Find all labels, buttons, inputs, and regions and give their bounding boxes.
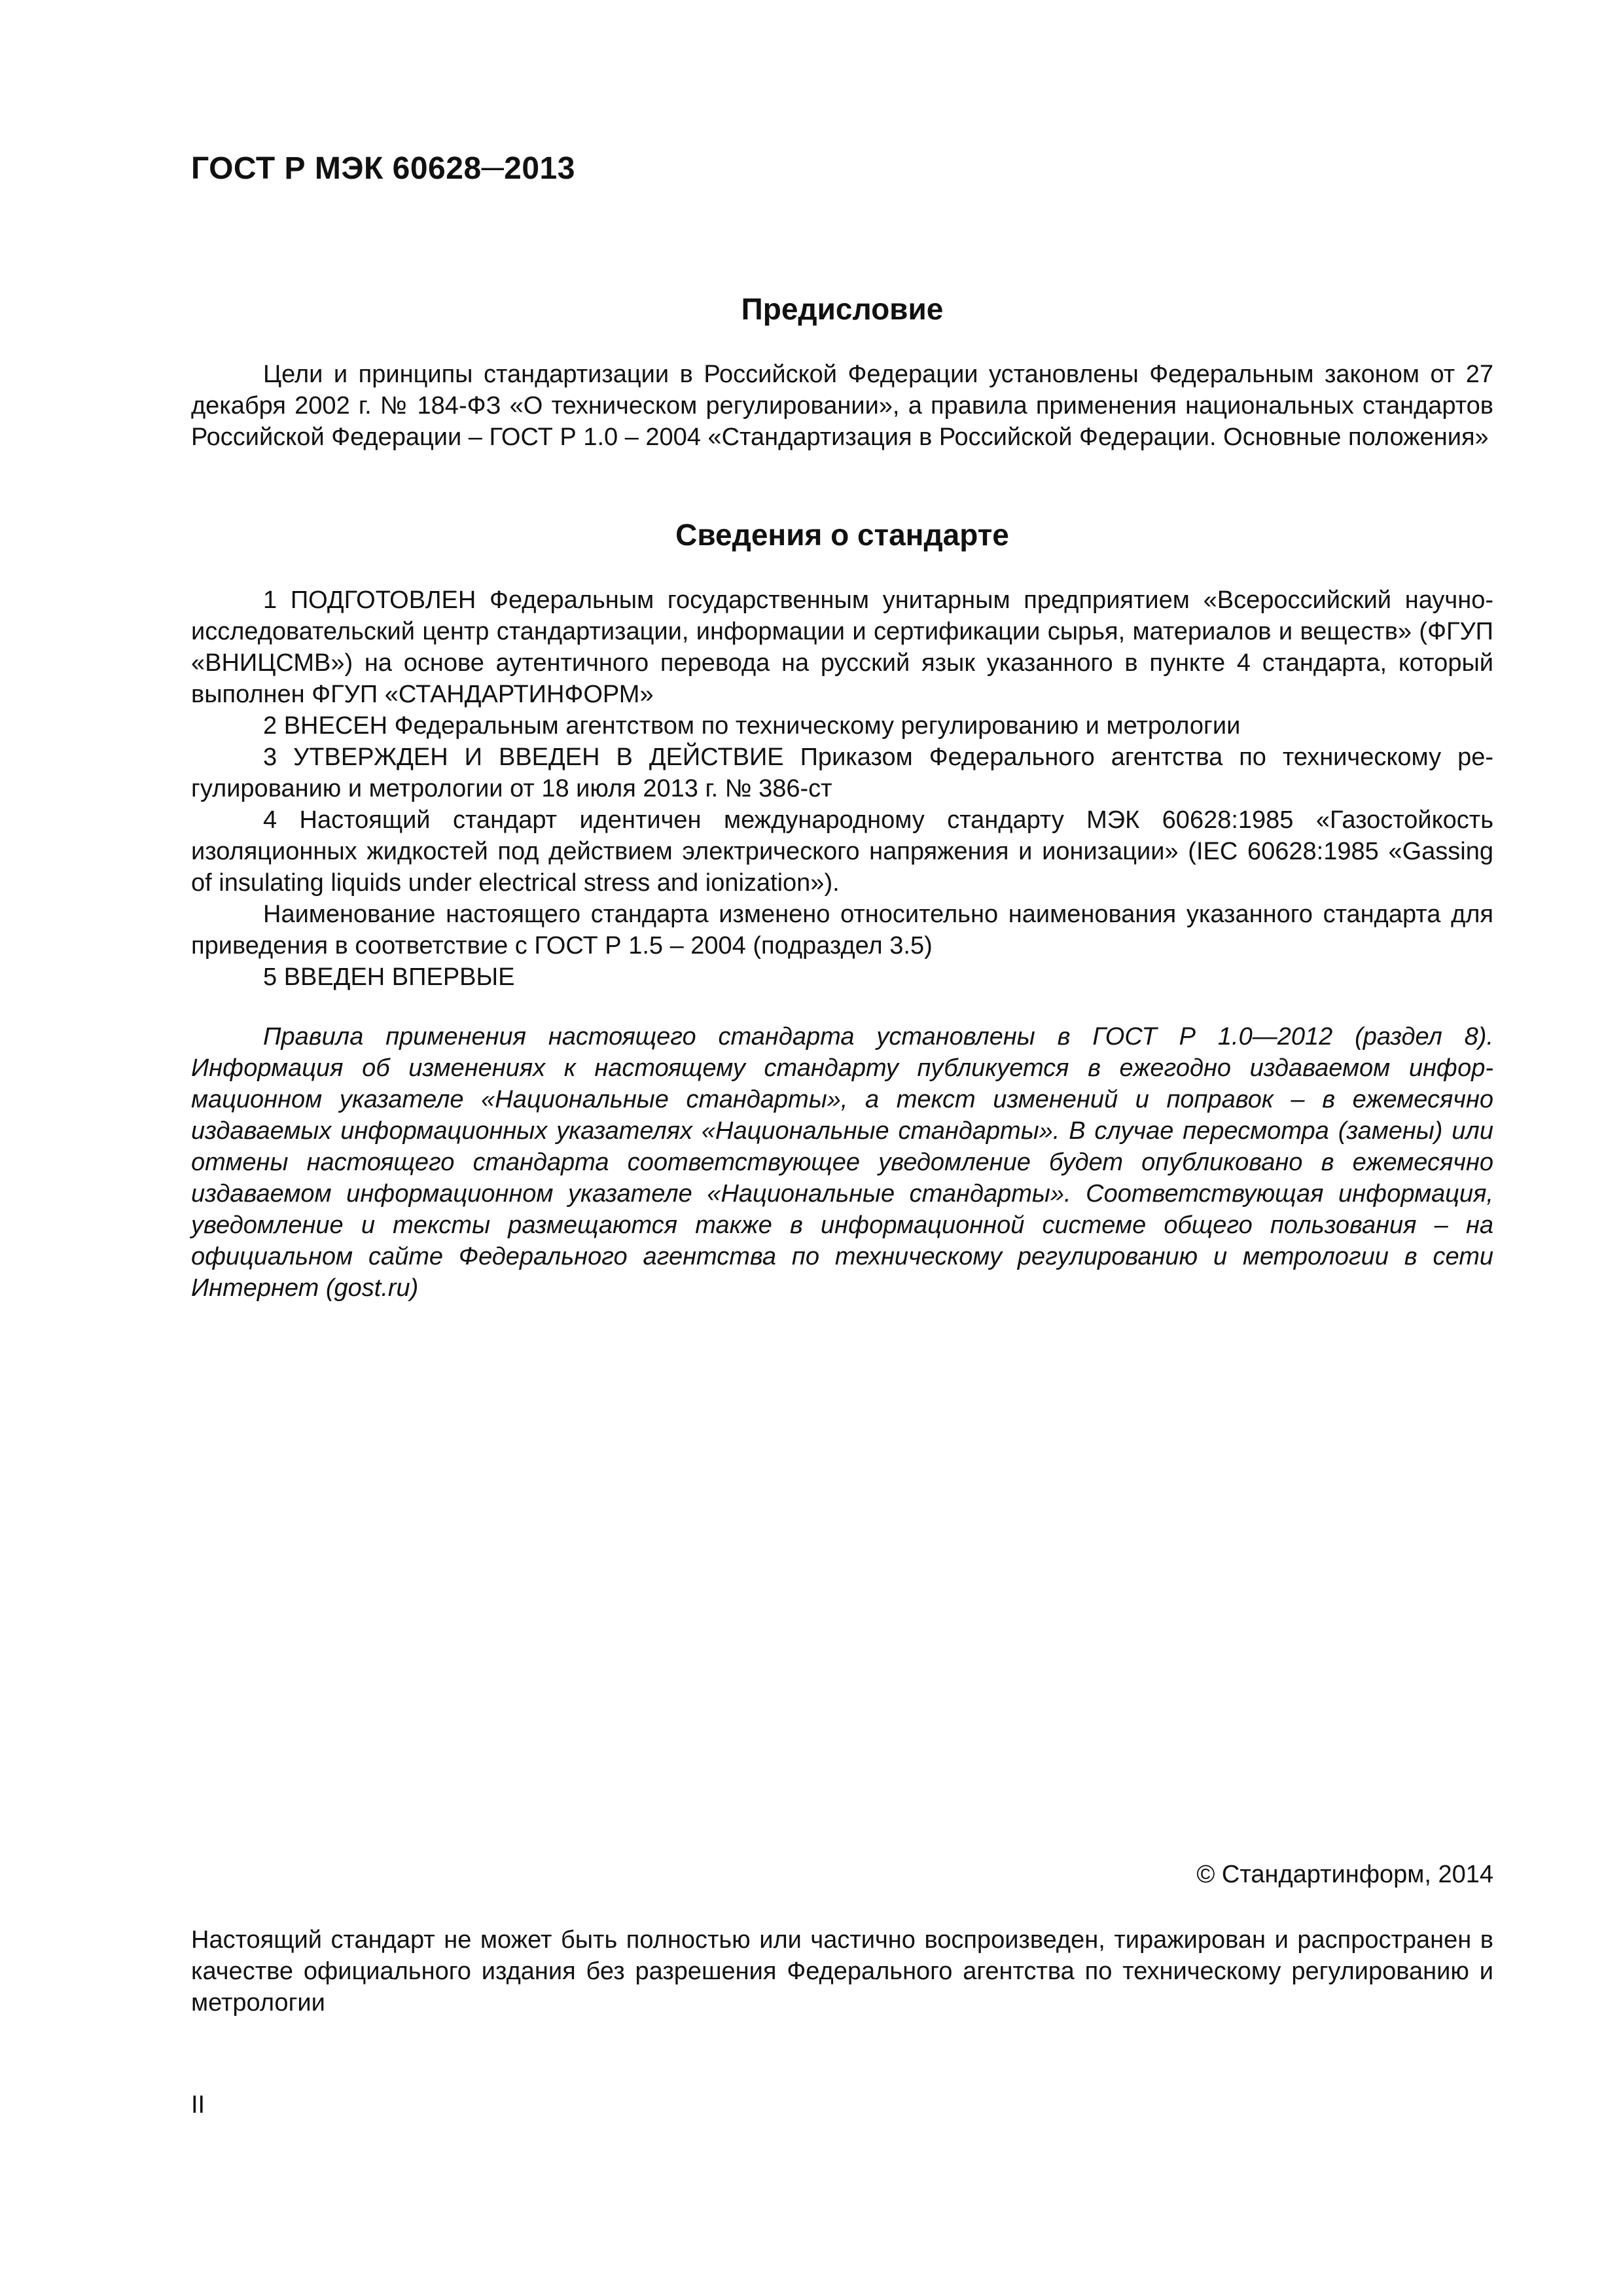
foreword-title: Предисловие	[741, 292, 944, 326]
standard-info-section	[191, 584, 1493, 993]
reproduction-notice-text: Настоящий стандарт не может быть полностью или частично воспроизведен, тиражирован и распространен в качестве официального издания без разрешения Федерального агентства по техническому регулированию и метрологии	[191, 1926, 1493, 2017]
info-item-identical: 4 Настоящий стандарт идентичен международному стандарту МЭК 60628:1985 «Газостойкость изоляционных жидкостей под действием электрического напряжения и ионизации» (IEC 60628:1985 «Gassing of insulating liquids under electrical stress and ionization»).	[191, 806, 1493, 897]
info-item-prepared: 1 ПОДГОТОВЛЕН Федеральным государственным унитарным предприятием «Всероссийский научно-исследовательский центр стандартизации, информации и сертификации сырья, материалов и веществ» (ФГУП «ВНИЦСМВ») на основе аутентичного перевода на русский язык указанного в пункте 4 стандарта, который выполнен ФГУП «СТАНДАРТИНФОРМ»	[191, 586, 1493, 708]
application-rules-paragraph: Правила применения настоящего стандарта установлены в ГОСТ Р 1.0—2012 (раздел 8). Информация об изменениях к настоящему стандарту публикуется в ежегодно издаваемом информационном указателе «Национальные стандарты», а текст изменений и поправок – в ежемесячно издаваемых информационных указателях «Национальные стандарты». В случае пересмотра (замены) или отмены настоящего стандарта соответствующее уведомление будет опубликовано в ежемесячно издаваемом информационном указателе «Национальные стандарты». Соответствующая информация, уведомление и тексты размещаются также в информационной системе общего пользования – на официальном сайте Федерального агентства по техническому регулированию и метрологии в сети Интернет (gost.ru)	[191, 1023, 1493, 1302]
page-number: II	[191, 2091, 205, 2119]
info-item-name-change: Наименование настоящего стандарта изменено относительно наименования указанного стандарта для приведения в соответствие с ГОСТ Р 1.5 – 2004 (подраздел 3.5)	[191, 901, 1493, 960]
info-item-introduced: 2 ВНЕСЕН Федеральным агентством по техническому регулированию и метрологии	[263, 712, 1241, 740]
foreword-paragraph: Цели и принципы стандартизации в Российской Федерации установлены Федеральным законом от 27 декабря 2002 г. № 184-ФЗ «О техническом регулировании», а правила применения национальных стандартов Российской Федерации – ГОСТ Р 1.0 – 2004 «Стандартизация в Российской Федерации. Основные положения»	[191, 361, 1493, 451]
info-item-first-introduced: 5 ВВЕДЕН ВПЕРВЫЕ	[263, 963, 515, 991]
info-item-approved: 3 УТВЕРЖДЕН И ВВЕДЕН В ДЕЙСТВИЕ Приказом Федерального агентства по техническому регулированию и метрологии от 18 июля 2013 г. № 386-ст	[191, 744, 1493, 802]
document-code: ГОСТ Р МЭК 60628─2013	[191, 151, 575, 186]
reproduction-notice	[191, 1924, 1493, 2018]
copyright-line: © Стандартинформ, 2014	[1196, 1861, 1493, 1888]
application-rules-section	[191, 1021, 1493, 1304]
standard-info-title: Сведения о стандарте	[675, 518, 1009, 552]
foreword-section	[191, 359, 1493, 453]
